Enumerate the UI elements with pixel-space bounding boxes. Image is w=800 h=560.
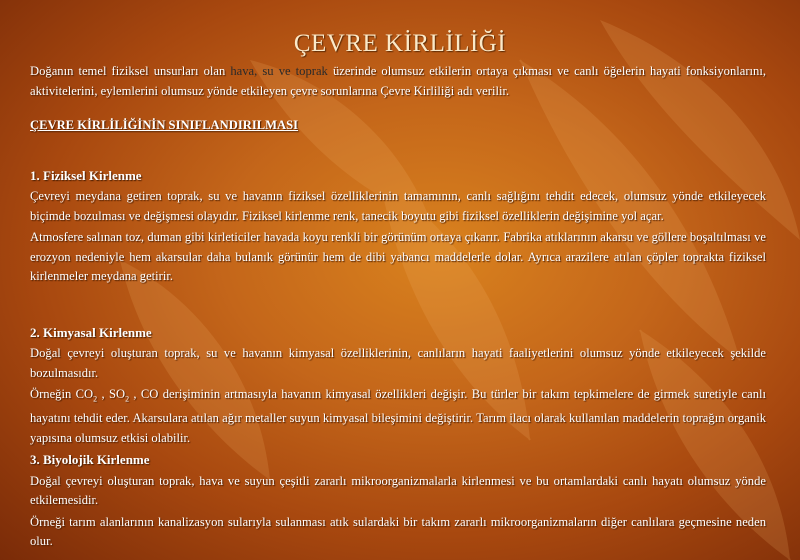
so2-subscript: 2 bbox=[125, 394, 130, 404]
slide-content bbox=[30, 62, 766, 552]
chemical-p2-part-a: Örneğin CO bbox=[30, 387, 94, 401]
physical-pollution-paragraph-1: Çevreyi meydana getiren toprak, su ve havanın fiziksel özelliklerinin tamamının, canlı sağlığını tehdit edecek, olumsuz yönde etkileyecek biçimde bozulması ve değişmesi olayıdır. Fiziksel kirlenme renk, tanecik boyutu gibi fiziksel özelliklerin değişimine yol açar. bbox=[30, 189, 766, 223]
intro-text-after: üzerinde olumsuz etkilerin ortaya çıkması ve canlı öğelerin hayati fonksiyonlarını, aktivitelerini, eylemlerini olumsuz yönde etkileyen çevre sorunlarına Çevre Kirliliği adı verilir. bbox=[30, 64, 766, 98]
chemical-pollution-paragraph-2 bbox=[30, 385, 766, 448]
biological-pollution-paragraph-1: Doğal çevreyi oluşturan toprak, hava ve suyun çeşitli zararlı mikroorganizmalarla kirlenmesi ve bu ortamlardaki canlı hayatı olumsuz yönde etkilemesidir. bbox=[30, 473, 766, 508]
co2-subscript: 2 bbox=[93, 394, 98, 404]
physical-pollution-heading: 1. Fiziksel Kirlenme bbox=[30, 167, 142, 183]
section-heading: ÇEVRE KİRLİLİĞİNİN SINIFLANDIRILMASI bbox=[30, 118, 299, 132]
physical-pollution-paragraph-2: Atmosfere salınan toz, duman gibi kirleticiler havada koyu renkli bir görünüm ortaya çıkarır. Fabrika atıklarının akarsu ve göllere boşaltılması ve erozyon nedeniyle hem akarsular daha bulanık görünür hem de dibi yabancı maddelerle dolar. Ayrıca arazilere atılan çöpler toprakta fiziksel kirlenmeler meydana getirir. bbox=[30, 230, 766, 283]
intro-text-before: Doğanın temel fiziksel unsurları olan bbox=[30, 64, 231, 78]
intro-paragraph bbox=[30, 62, 766, 101]
slide-title: ÇEVRE KİRLİLİĞİ bbox=[293, 30, 507, 57]
chemical-p2-part-b: , SO bbox=[97, 387, 126, 401]
biological-pollution-heading: 3. Biyolojik Kirlenme bbox=[30, 452, 150, 468]
chemical-pollution-heading: 2. Kimyasal Kirlenme bbox=[30, 324, 152, 340]
chemical-p2-part-c: , CO derişiminin artmasıyla havanın kimyasal özellikleri değişir. Bu türler bir takım tepkimelere de girmek suretiyle canlı hayatını tehdit eder. Akarsulara atılan ağır metaller suyun kimyasal bileşimini değiştirir. Tarım ilacı olarak kullanılan maddelerin toprağın organik yapısına olumsuz etkisi olabilir. bbox=[30, 387, 766, 445]
chemical-pollution-paragraph-1: Doğal çevreyi oluşturan toprak, su ve havanın kimyasal özelliklerinin, canlıların hayati faaliyetlerini olumsuz yönde etkileyecek şekilde bozulmasıdır. bbox=[30, 346, 766, 380]
biological-pollution-paragraph-2: Örneği tarım alanlarının kanalizasyon sularıyla sulanması atık sulardaki bir takım zararlı mikroorganizmaların diğer canlılara geçmesine neden olur. bbox=[30, 514, 766, 549]
intro-highlight: hava, su ve toprak bbox=[230, 64, 328, 78]
